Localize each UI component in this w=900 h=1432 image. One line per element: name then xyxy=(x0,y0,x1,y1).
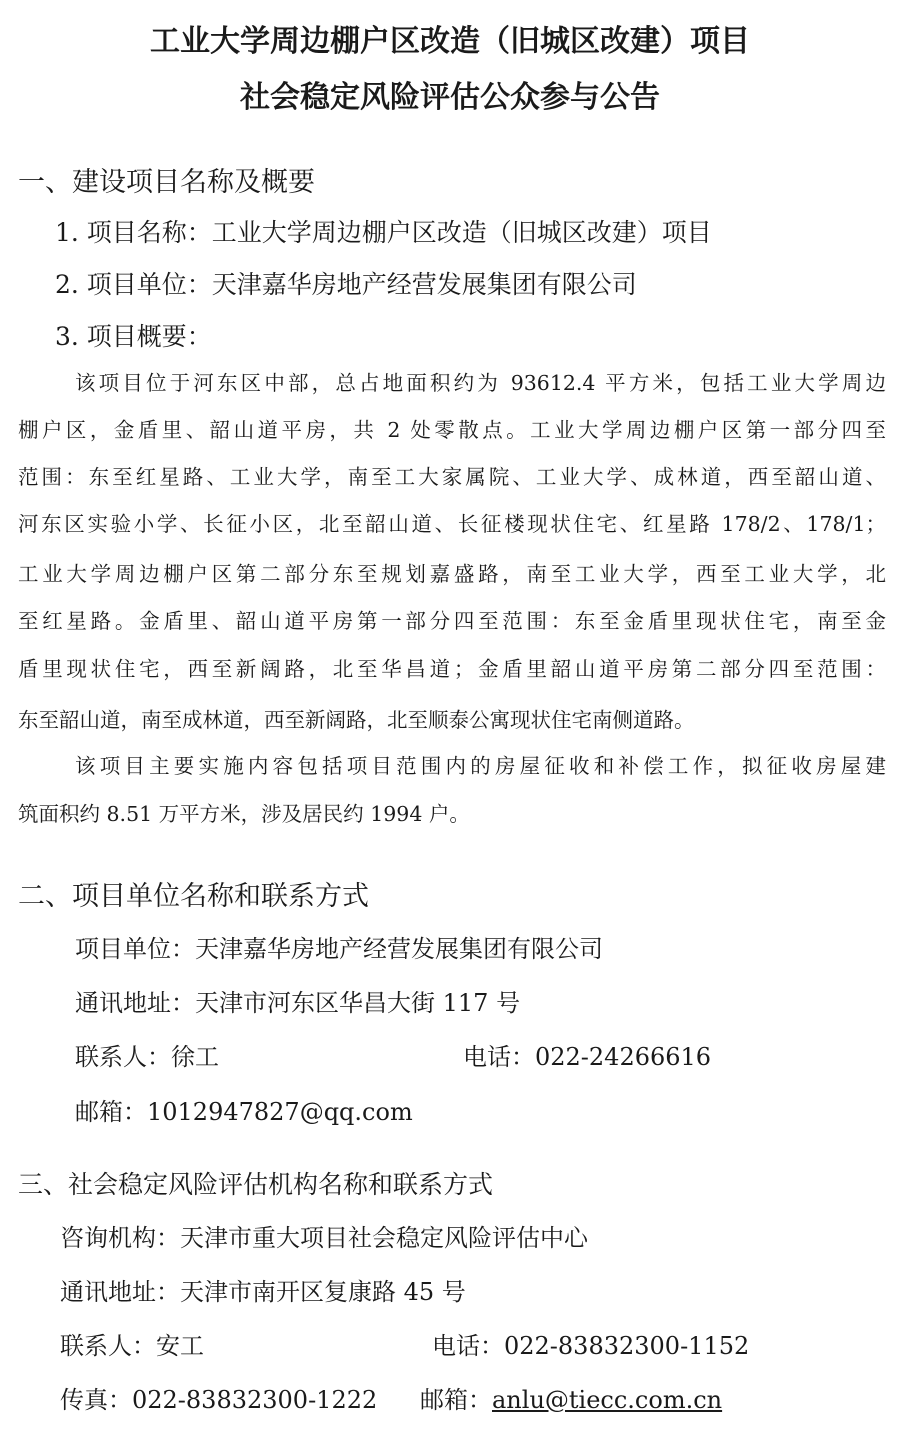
unit-address: 通讯地址：天津市河东区华昌大街 117 号 xyxy=(75,989,521,1017)
implementation-line: 该项目主要实施内容包括项目范围内的房屋征收和补偿工作，拟征收房屋建 xyxy=(75,754,886,778)
project-overview-item: 3. 项目概要： xyxy=(55,322,212,351)
unit-phone: 电话：022-24266616 xyxy=(463,1043,712,1071)
section3-heading: 三、社会稳定风险评估机构名称和联系方式 xyxy=(18,1170,494,1199)
org-contact-person: 联系人：安工 xyxy=(60,1332,204,1360)
overview-line: 该项目位于河东区中部，总占地面积约为 93612.4 平方米，包括工业大学周边 xyxy=(75,371,886,395)
overview-line: 工业大学周边棚户区第二部分东至规划嘉盛路，南至工业大学，西至工业大学，北 xyxy=(18,562,886,586)
unit-contact-person: 联系人：徐工 xyxy=(75,1043,219,1071)
section1-heading: 一、建设项目名称及概要 xyxy=(18,167,315,198)
org-phone: 电话：022-83832300-1152 xyxy=(432,1332,750,1360)
project-name-item: 1. 项目名称：工业大学周边棚户区改造（旧城区改建）项目 xyxy=(55,218,712,247)
unit-name: 项目单位：天津嘉华房地产经营发展集团有限公司 xyxy=(75,935,603,963)
project-unit-item: 2. 项目单位：天津嘉华房地产经营发展集团有限公司 xyxy=(55,270,637,299)
overview-line: 范围：东至红星路、工业大学，南至工大家属院、工业大学、成林道，西至韶山道、 xyxy=(18,465,886,489)
document-title-line1: 工业大学周边棚户区改造（旧城区改建）项目 xyxy=(150,24,750,59)
org-email-label: 邮箱： xyxy=(420,1386,492,1414)
document-title-line2: 社会稳定风险评估公众参与公告 xyxy=(240,80,660,115)
org-email-link[interactable]: anlu@tiecc.com.cn xyxy=(492,1386,723,1414)
overview-line: 东至韶山道，南至成林道，西至新阔路，北至顺泰公寓现状住宅南侧道路。 xyxy=(18,708,695,732)
unit-email: 邮箱：1012947827@qq.com xyxy=(75,1098,413,1126)
org-email-row xyxy=(420,1380,722,1415)
org-fax: 传真：022-83832300-1222 xyxy=(60,1386,378,1414)
consulting-org: 咨询机构：天津市重大项目社会稳定风险评估中心 xyxy=(60,1224,588,1252)
implementation-line: 筑面积约 8.51 万平方米，涉及居民约 1994 户。 xyxy=(18,802,470,826)
section2-heading: 二、项目单位名称和联系方式 xyxy=(18,881,369,912)
overview-line: 棚户区，金盾里、韶山道平房，共 2 处零散点。工业大学周边棚户区第一部分四至 xyxy=(18,418,886,442)
overview-line: 盾里现状住宅，西至新阔路，北至华昌道；金盾里韶山道平房第二部分四至范围： xyxy=(18,657,886,681)
org-address: 通讯地址：天津市南开区复康路 45 号 xyxy=(60,1278,466,1306)
overview-line: 河东区实验小学、长征小区，北至韶山道、长征楼现状住宅、红星路 178/2、178/1； xyxy=(18,512,886,536)
overview-line: 至红星路。金盾里、韶山道平房第一部分四至范围：东至金盾里现状住宅，南至金 xyxy=(18,609,886,633)
